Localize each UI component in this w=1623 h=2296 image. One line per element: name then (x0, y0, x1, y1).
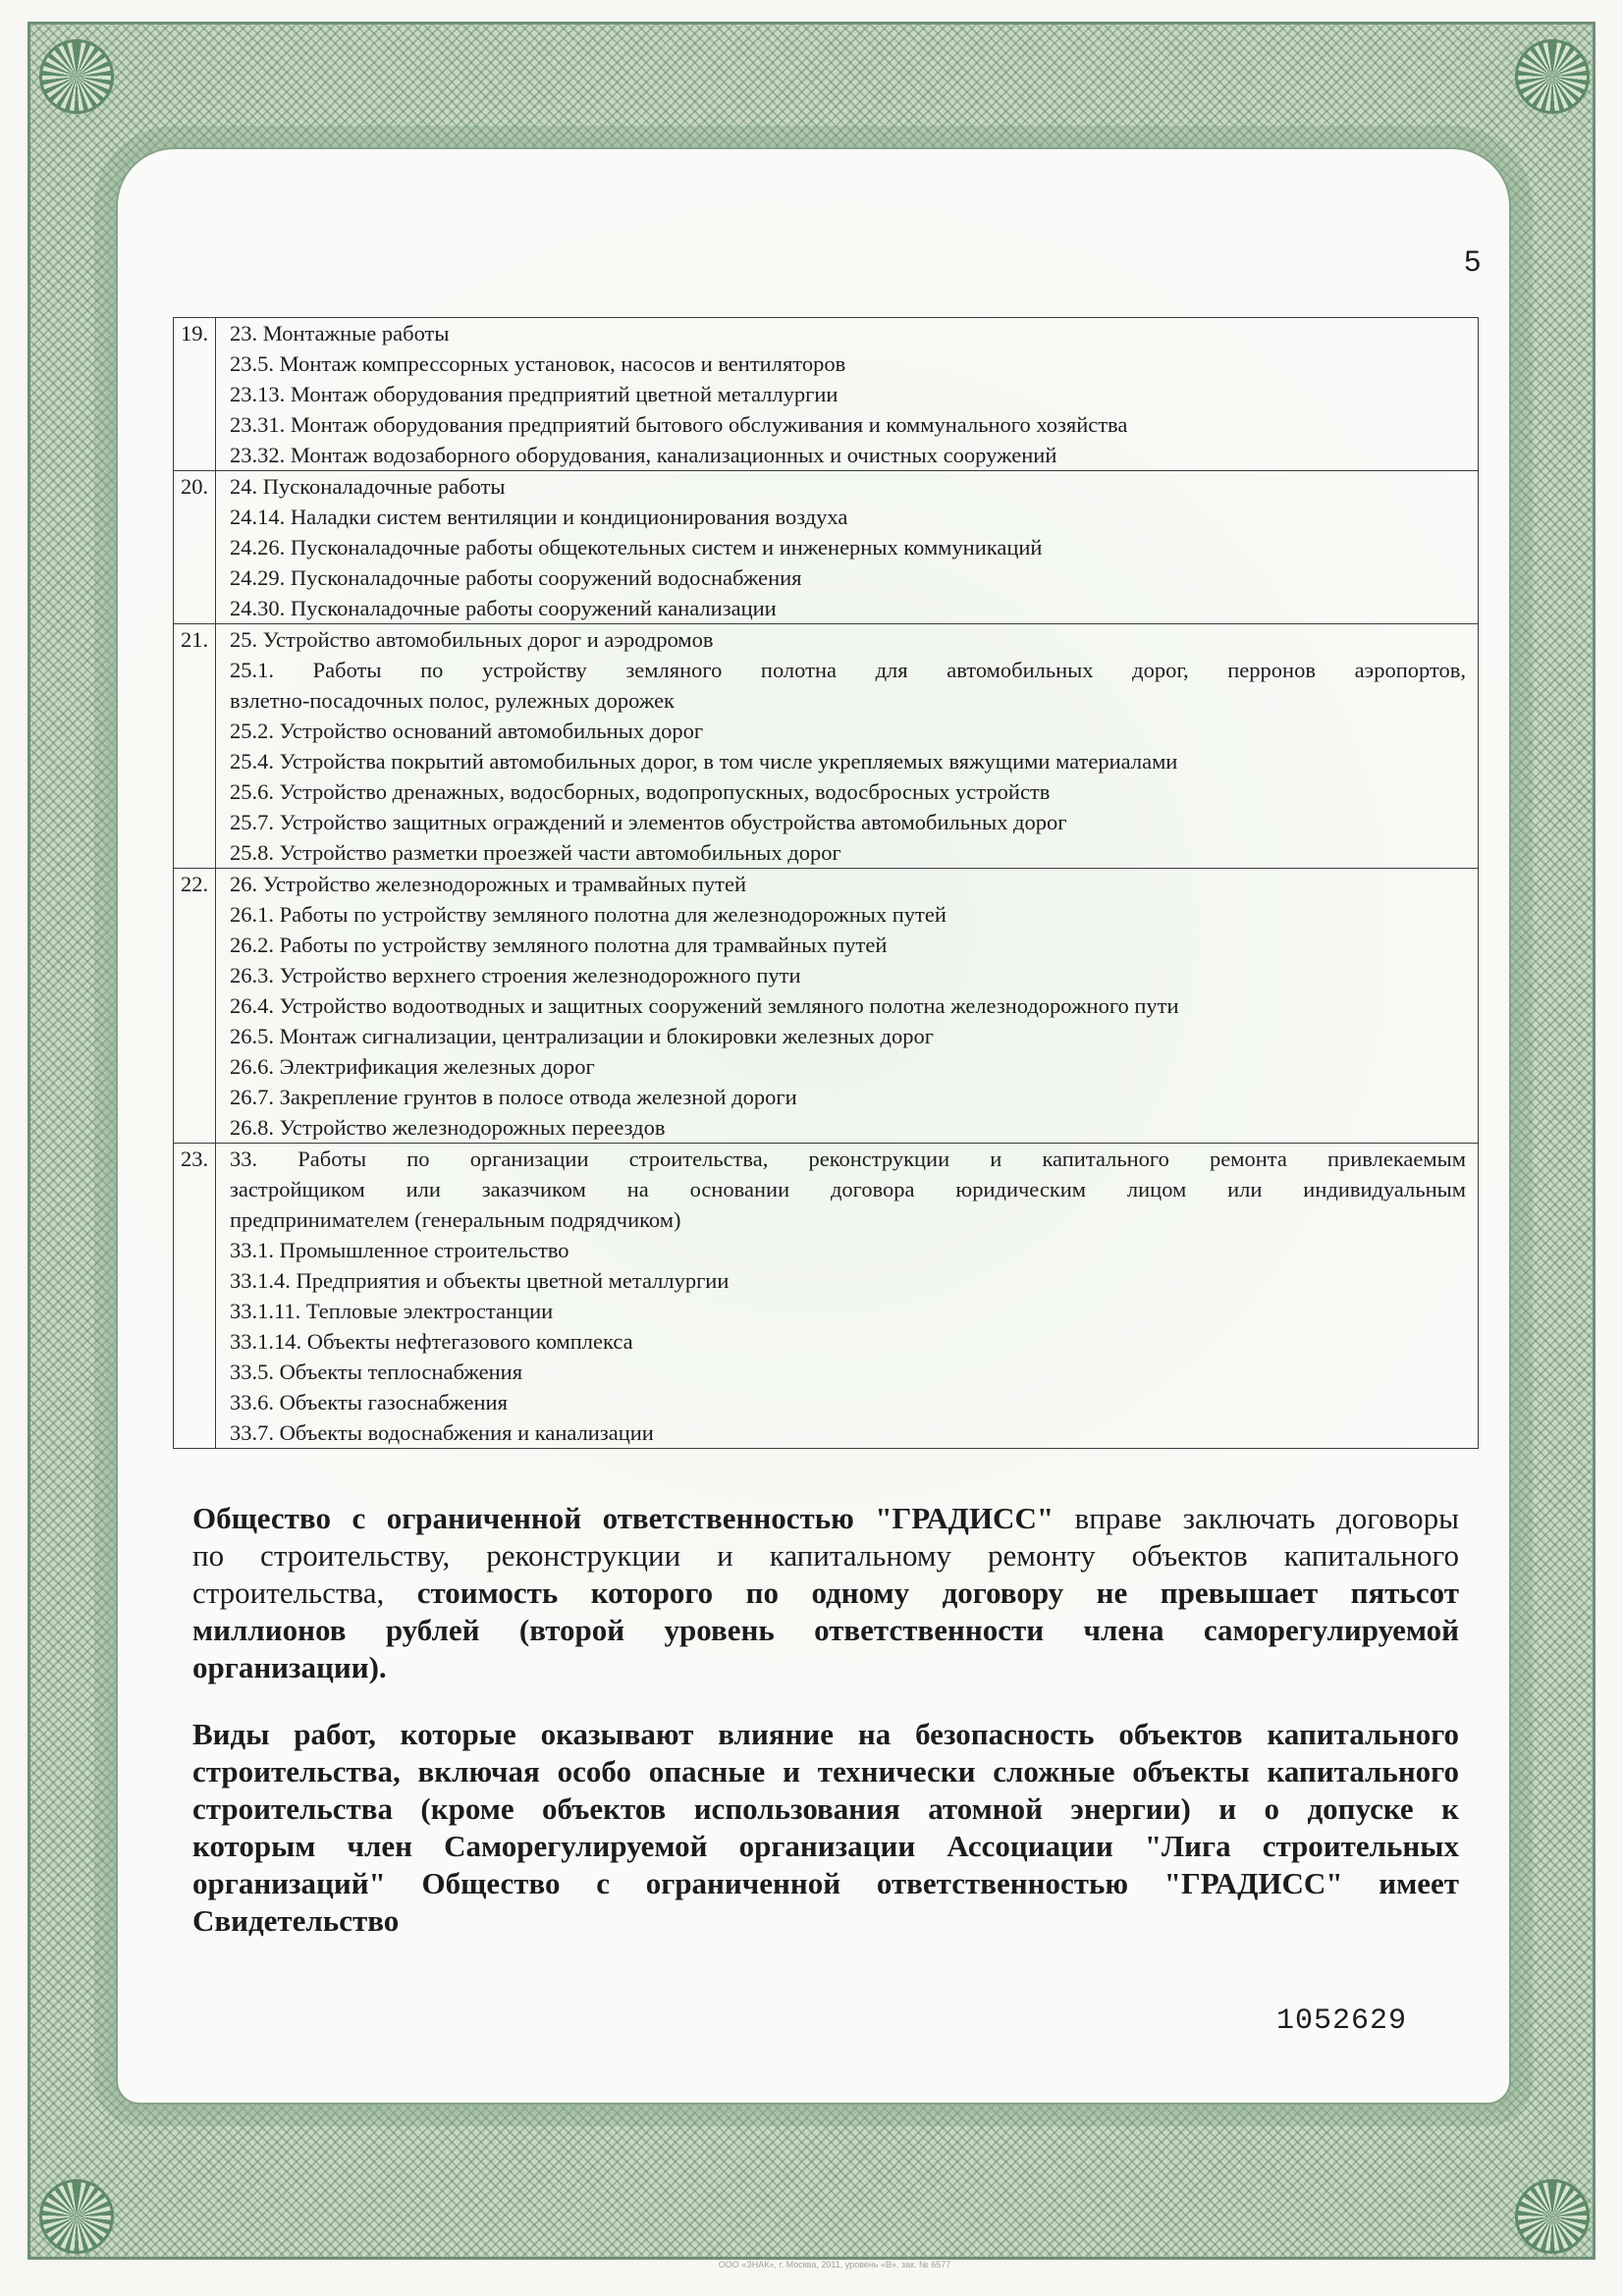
para-line: организаций" Общество с ограниченной ответственностью "ГРАДИСС" имеет (192, 1866, 1459, 1900)
work-item: 26.3. Устройство верхнего строения железнодорожного пути (230, 963, 801, 988)
work-item: предпринимателем (генеральным подрядчиком) (230, 1207, 681, 1232)
work-item: 26.5. Монтаж сигнализации, централизации и блокировки железных дорог (230, 1024, 934, 1048)
row-content (216, 318, 1479, 471)
work-item: 33.6. Объекты газоснабжения (230, 1390, 508, 1415)
work-item: 33.1. Промышленное строительство (230, 1238, 569, 1262)
row-content (216, 1144, 1479, 1449)
para-line (192, 1575, 1459, 1612)
serial-number: 1052629 (1276, 2004, 1408, 2038)
work-item: 26.2. Работы по устройству земляного полотна для трамвайных путей (230, 933, 888, 957)
para-bold-text: стоимость которого по одному договору не превышает пятьсот (416, 1575, 1460, 1610)
work-item: 25.1. Работы по устройству земляного полотна для автомобильных дорог, перронов аэропортов, (230, 658, 1466, 682)
work-item: 23.13. Монтаж оборудования предприятий цветной металлургии (230, 382, 839, 406)
work-item: 26.6. Электрификация железных дорог (230, 1054, 595, 1079)
table-row (174, 624, 1479, 869)
row-number: 22. (174, 869, 216, 1144)
row-number: 19. (174, 318, 216, 471)
page-number: 5 (1464, 245, 1481, 278)
table-row (174, 869, 1479, 1144)
work-item: 33.1.4. Предприятия и объекты цветной металлургии (230, 1268, 730, 1293)
work-item: 25.2. Устройство оснований автомобильных дорог (230, 719, 704, 743)
para-line: по строительству, реконструкции и капитальному ремонту объектов капитального (192, 1538, 1459, 1573)
para-line: организации). (192, 1650, 387, 1684)
row-number: 23. (174, 1144, 216, 1449)
company-name: Общество с ограниченной ответственностью "ГРАДИСС" (192, 1501, 1055, 1535)
para-line (192, 1500, 1459, 1537)
work-item: 26.8. Устройство железнодорожных переездов (230, 1115, 666, 1140)
work-item: 33.1.14. Объекты нефтегазового комплекса (230, 1329, 633, 1354)
row-content (216, 869, 1479, 1144)
row-number: 21. (174, 624, 216, 869)
para-text: вправе заключать договоры (1054, 1501, 1460, 1535)
works-table (173, 317, 1479, 1449)
work-item: 33.7. Объекты водоснабжения и канализации (230, 1420, 654, 1445)
works-paragraph (192, 1716, 1459, 1940)
table-row (174, 318, 1479, 471)
work-item: 23.32. Монтаж водозаборного оборудования, канализационных и очистных сооружений (230, 443, 1057, 467)
corner-rosette-bottom-left (39, 2179, 114, 2254)
work-item: 25. Устройство автомобильных дорог и аэродромов (230, 627, 714, 652)
permission-paragraph (192, 1500, 1459, 1686)
work-item: 23. Монтажные работы (230, 321, 450, 346)
para-text: строительства, (192, 1575, 417, 1610)
table-row (174, 1144, 1479, 1449)
para-line: строительства (кроме объектов использования атомной энергии) и о допуске к (192, 1791, 1459, 1826)
para-line: которым член Саморегулируемой организации Ассоциации "Лига строительных (192, 1829, 1459, 1863)
row-content (216, 471, 1479, 624)
printer-imprint: ООО «ЗНАК», г. Москва, 2011, уровень «В», зак. № 6577 (718, 2260, 951, 2269)
work-item: 24. Пусконаладочные работы (230, 474, 506, 499)
work-item: 24.14. Наладки систем вентиляции и кондиционирования воздуха (230, 505, 848, 529)
para-line: строительства, включая особо опасные и технически сложные объекты капитального (192, 1754, 1459, 1789)
corner-rosette-top-right (1515, 39, 1590, 114)
work-item: 26.4. Устройство водоотводных и защитных сооружений земляного полотна железнодорожного пути (230, 993, 1179, 1018)
work-item: 25.7. Устройство защитных ограждений и элементов обустройства автомобильных дорог (230, 810, 1067, 834)
corner-rosette-top-left (39, 39, 114, 114)
work-item: 24.29. Пусконаладочные работы сооружений водоснабжения (230, 565, 802, 590)
work-item: 33.5. Объекты теплоснабжения (230, 1360, 523, 1384)
work-item: 23.31. Монтаж оборудования предприятий бытового обслуживания и коммунального хозяйства (230, 412, 1128, 437)
work-item: 24.30. Пусконаладочные работы сооружений канализации (230, 596, 777, 620)
row-number: 20. (174, 471, 216, 624)
para-line: Виды работ, которые оказывают влияние на безопасность объектов капитального (192, 1717, 1459, 1751)
corner-rosette-bottom-right (1515, 2179, 1590, 2254)
table-row (174, 471, 1479, 624)
para-line: Свидетельство (192, 1903, 400, 1938)
row-content (216, 624, 1479, 869)
work-item: 25.4. Устройства покрытий автомобильных дорог, в том числе укрепляемых вяжущими материалами (230, 749, 1178, 774)
work-item: 26.1. Работы по устройству земляного полотна для железнодорожных путей (230, 902, 947, 927)
work-item: 33. Работы по организации строительства, реконструкции и капитального ремонта привлекаемым (230, 1147, 1466, 1171)
para-line: миллионов рублей (второй уровень ответственности члена саморегулируемой (192, 1613, 1459, 1647)
work-item: 25.6. Устройство дренажных, водосборных, водопропускных, водосбросных устройств (230, 779, 1051, 804)
work-item: 33.1.11. Тепловые электростанции (230, 1299, 554, 1323)
work-item: 23.5. Монтаж компрессорных установок, насосов и вентиляторов (230, 351, 846, 376)
work-item: 26. Устройство железнодорожных и трамвайных путей (230, 872, 747, 896)
work-item: 26.7. Закрепление грунтов в полосе отвода железной дороги (230, 1085, 797, 1109)
work-item: застройщиком или заказчиком на основании договора юридическим лицом или индивидуальным (230, 1177, 1466, 1201)
work-item: 24.26. Пусконаладочные работы общекотельных систем и инженерных коммуникаций (230, 535, 1043, 560)
work-item: 25.8. Устройство разметки проезжей части автомобильных дорог (230, 840, 841, 865)
work-item: взлетно-посадочных полос, рулежных дорожек (230, 688, 675, 713)
